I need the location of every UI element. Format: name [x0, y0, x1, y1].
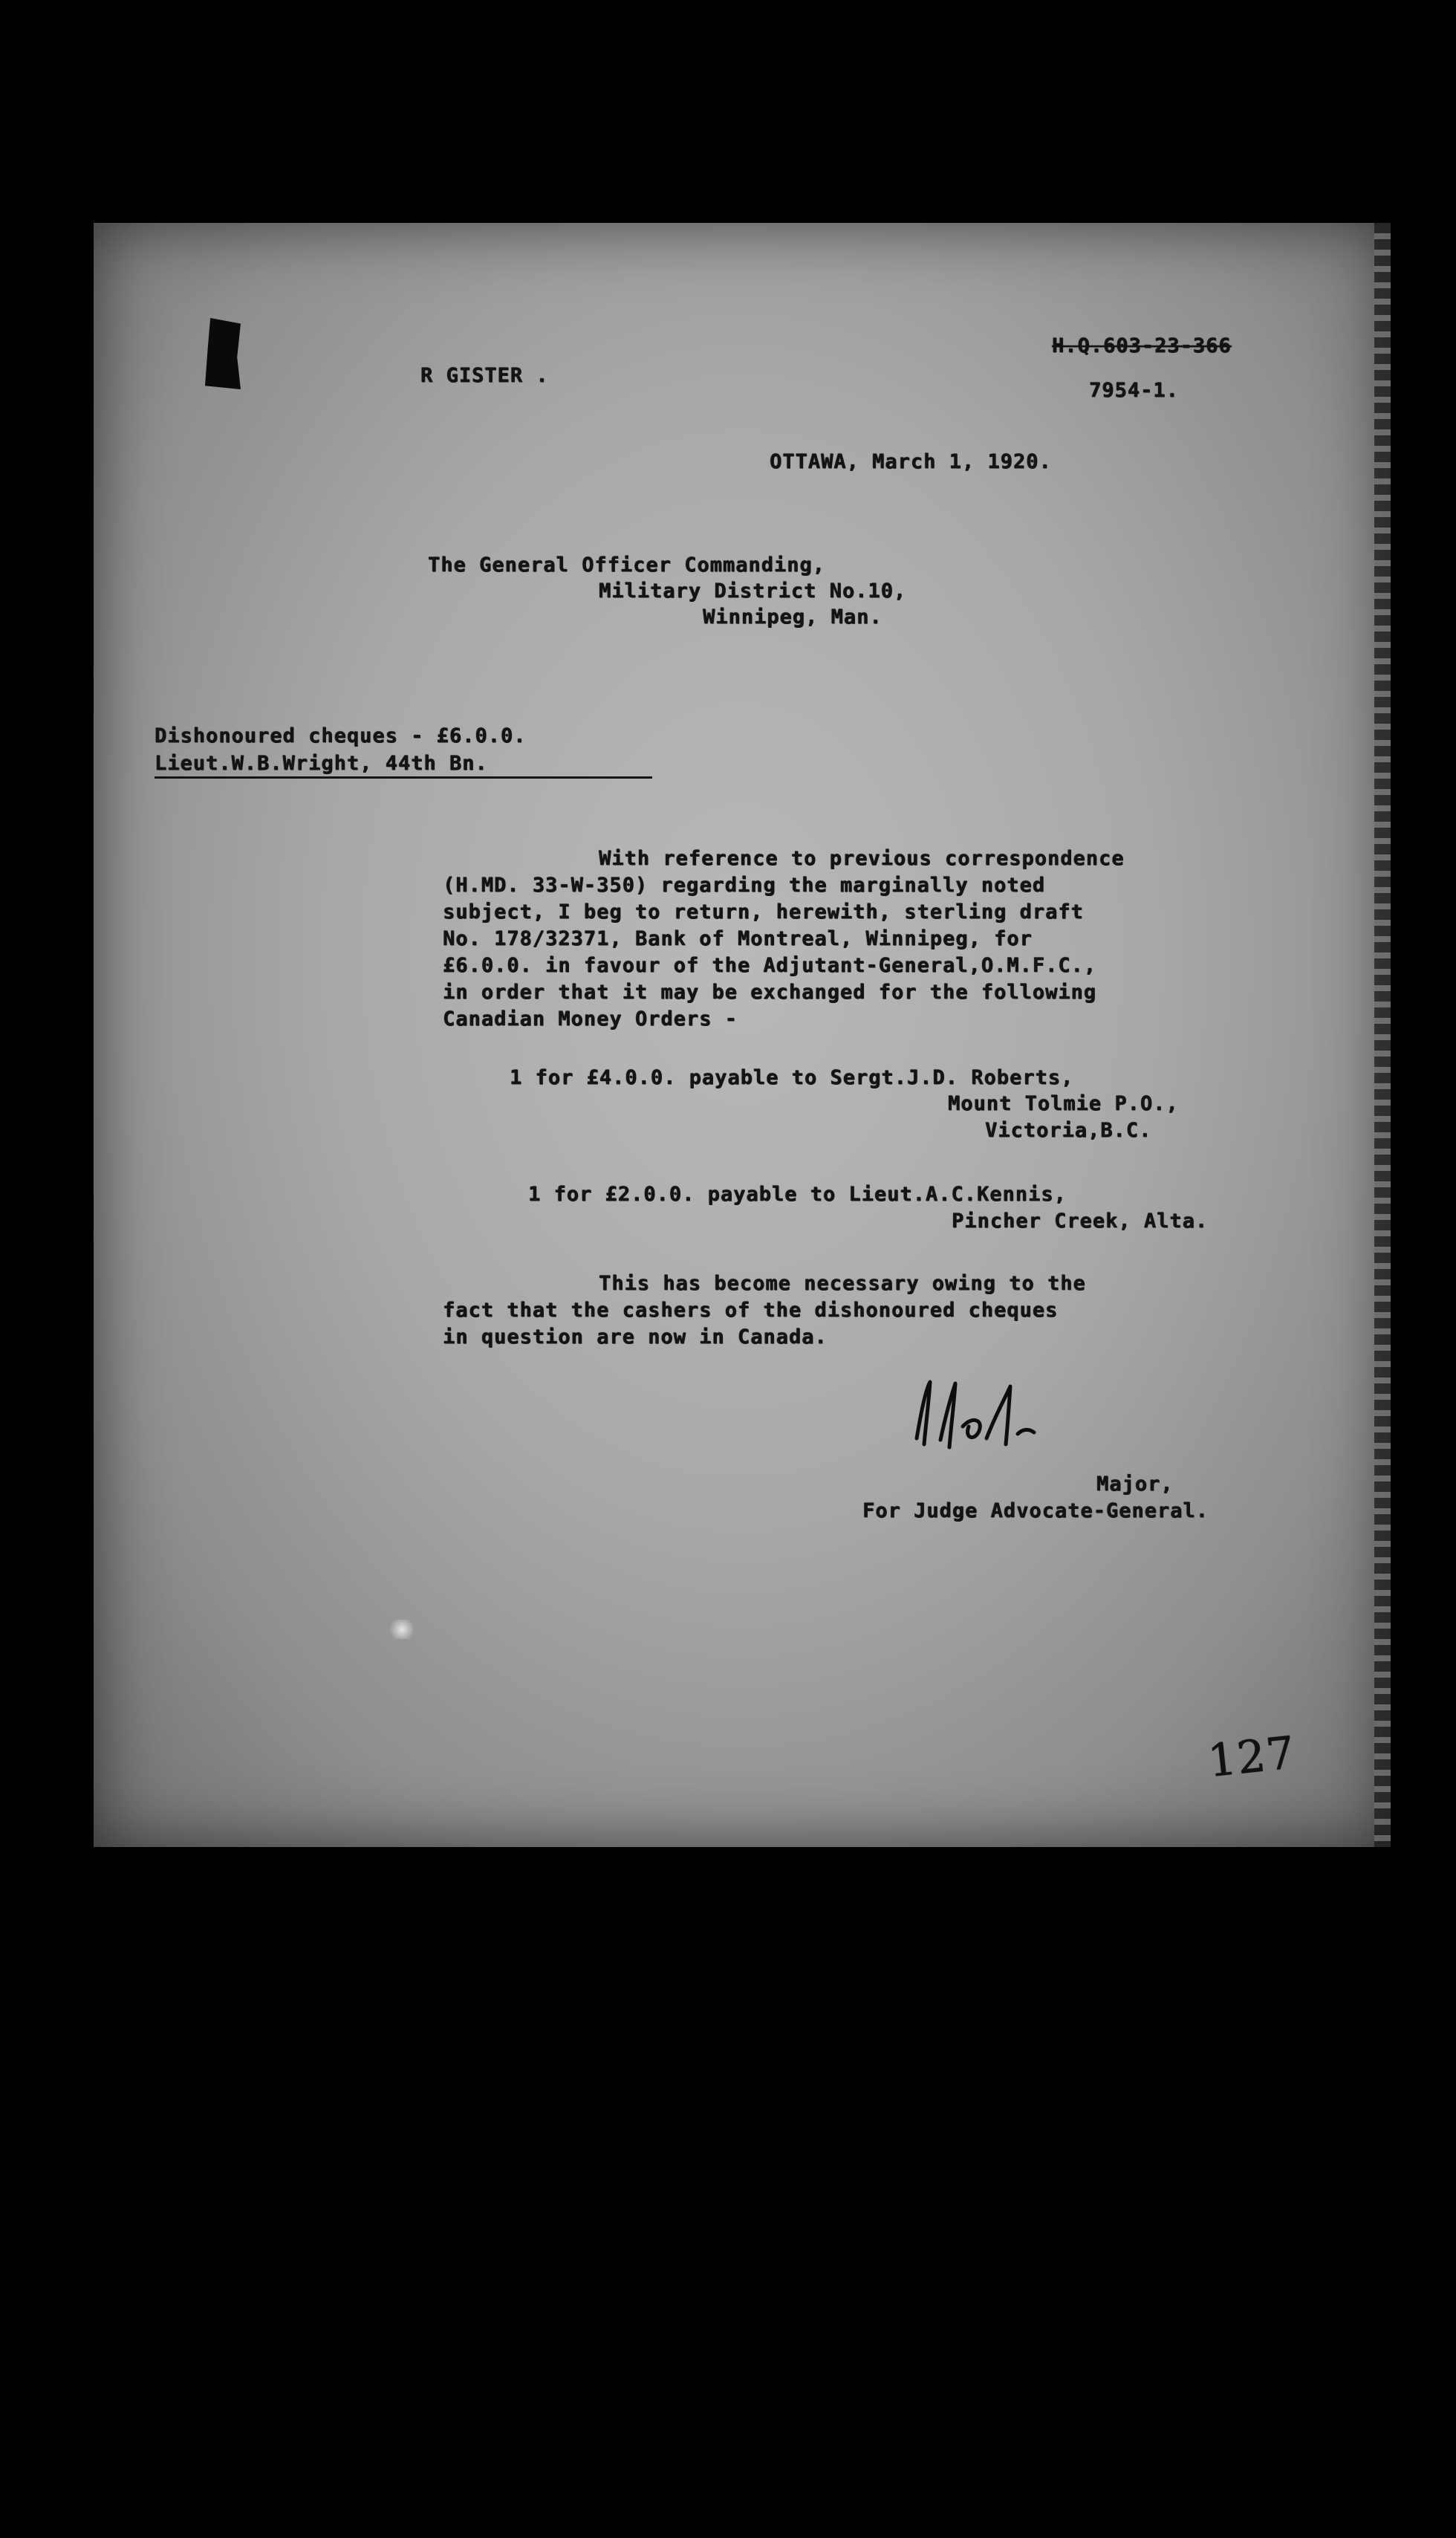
money-order-line: 1 for £4.0.0. payable to Sergt.J.D. Roberts,	[510, 1066, 1074, 1089]
registered-stamp: R GISTER .	[420, 364, 549, 387]
money-order-line: Victoria,B.C.	[985, 1119, 1152, 1142]
punch-hole-mark	[205, 318, 241, 389]
place-and-date: OTTAWA, March 1, 1920.	[770, 450, 1052, 473]
money-order-line: Mount Tolmie P.O.,	[948, 1092, 1179, 1115]
money-order-line: 1 for £2.0.0. payable to Lieut.A.C.Kennis,	[528, 1183, 1067, 1206]
file-reference-1: H.Q.603-23-366	[1052, 334, 1232, 357]
closing-line: in question are now in Canada.	[443, 1325, 828, 1348]
body-line: (H.MD. 33-W-350) regarding the marginally noted	[443, 874, 1046, 897]
address-line: Military District No.10,	[599, 580, 907, 603]
page-edge-shadow	[1374, 223, 1391, 1847]
body-line: subject, I beg to return, herewith, sterling draft	[443, 900, 1084, 924]
address-line: The General Officer Commanding,	[428, 554, 825, 577]
handwritten-signature	[896, 1367, 1059, 1464]
document-page	[94, 223, 1391, 1847]
body-line: Canadian Money Orders -	[443, 1007, 738, 1031]
paper-smudge	[387, 1620, 417, 1639]
body-line: With reference to previous correspondence	[599, 847, 1125, 870]
subject-underline	[155, 776, 652, 779]
body-line: £6.0.0. in favour of the Adjutant-General,O.M.F.C.,	[443, 954, 1097, 977]
closing-line: fact that the cashers of the dishonoured cheques	[443, 1299, 1059, 1322]
body-line: No. 178/32371, Bank of Montreal, Winnipeg, for	[443, 927, 1033, 950]
file-reference-2: 7954-1.	[1089, 379, 1179, 402]
closing-line: This has become necessary owing to the	[599, 1272, 1086, 1295]
page-number: 127	[1205, 1727, 1298, 1788]
subject-line: Dishonoured cheques - £6.0.0.	[155, 724, 527, 747]
signature-rank: Major,	[1096, 1473, 1174, 1496]
body-line: in order that it may be exchanged for the following	[443, 981, 1097, 1004]
money-order-line: Pincher Creek, Alta.	[952, 1210, 1209, 1233]
subject-line: Lieut.W.B.Wright, 44th Bn.	[155, 752, 488, 775]
address-line: Winnipeg, Man.	[703, 606, 883, 629]
signature-title: For Judge Advocate-General.	[862, 1499, 1209, 1522]
